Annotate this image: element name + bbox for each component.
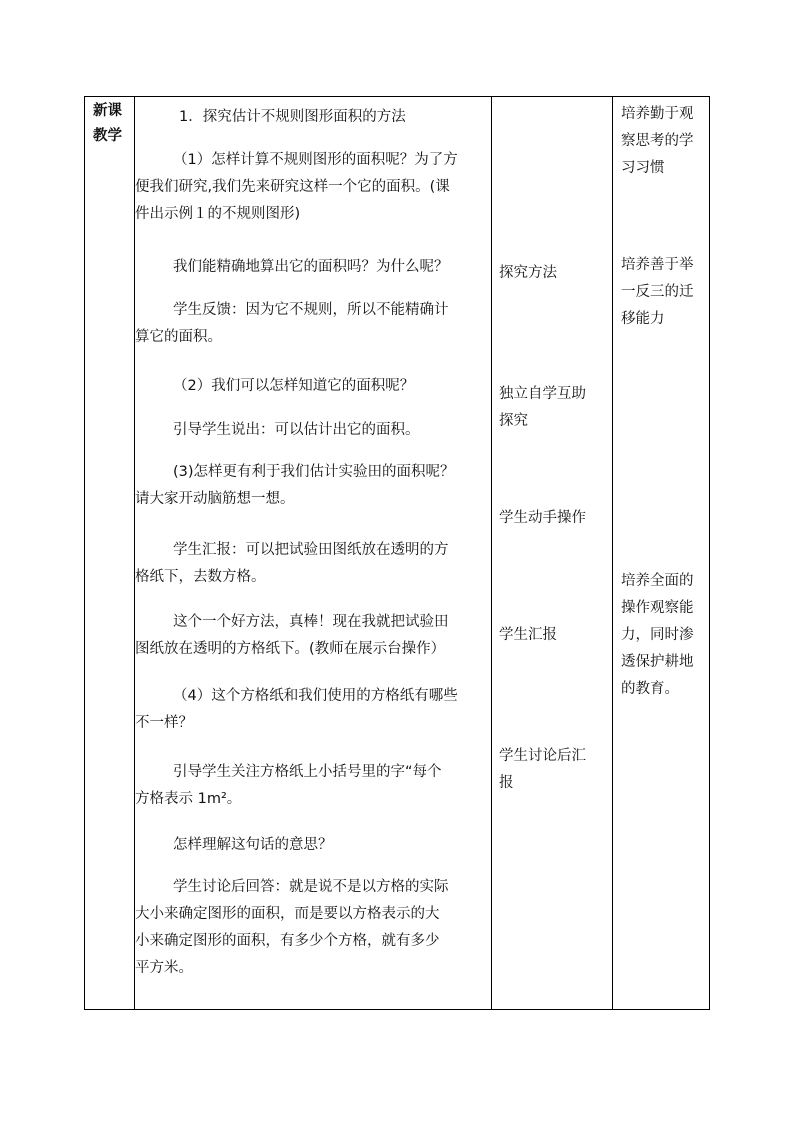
text-line: 学生动手操作 xyxy=(499,510,586,526)
text-line: （1）怎样计算不规则图形的面积呢？为了方 xyxy=(173,152,458,168)
paragraph-8 xyxy=(135,609,491,663)
text-line: 察思考的学 xyxy=(621,133,694,149)
section-heading xyxy=(135,104,491,131)
goal-3 xyxy=(621,568,707,703)
text-line: 请大家开动脑筋想一想。 xyxy=(135,491,295,507)
text-line: 习习惯 xyxy=(621,160,665,176)
activity-4 xyxy=(499,622,609,649)
text-line: 平方米。 xyxy=(135,960,193,976)
text-line: 学生汇报 xyxy=(499,627,557,643)
row-label xyxy=(93,99,135,149)
text-line: 格纸下，去数方格。 xyxy=(135,569,266,585)
text-line: 这个一个好方法，真棒！现在我就把试验田 xyxy=(173,614,449,630)
text-line: 不一样？ xyxy=(135,715,193,731)
text-line: （2）我们可以怎样知道它的面积呢？ xyxy=(173,378,415,394)
text-line: （4）这个方格纸和我们使用的方格纸有哪些 xyxy=(173,688,458,704)
paragraph-11 xyxy=(135,832,491,859)
lesson-plan-table xyxy=(84,96,710,1010)
heading-text: 1．探究估计不规则图形面积的方法 xyxy=(179,109,406,125)
text-line: 力，同时渗 xyxy=(621,627,694,643)
activity-5 xyxy=(499,743,609,797)
text-line: 引导学生说出：可以估计出它的面积。 xyxy=(173,422,420,438)
paragraph-2 xyxy=(135,254,491,281)
text-line: (3)怎样更有利于我们估计实验田的面积呢？ xyxy=(173,464,455,480)
activity-2 xyxy=(499,381,609,435)
goal-1 xyxy=(621,101,707,182)
text-line: 方格表示 1m²。 xyxy=(135,791,242,807)
text-line: 学生反馈：因为它不规则，所以不能精确计 xyxy=(173,302,449,318)
row-label-line: 教学 xyxy=(93,128,122,144)
paragraph-12 xyxy=(135,874,491,982)
text-line: 操作观察能 xyxy=(621,600,694,616)
text-line: 透保护耕地 xyxy=(621,654,694,670)
text-line: 培养勤于观 xyxy=(621,106,694,122)
text-line: 学生讨论后汇 xyxy=(499,748,586,764)
text-line: 我们能精确地算出它的面积吗？为什么呢？ xyxy=(173,259,449,275)
row-label-line: 新课 xyxy=(93,103,122,119)
text-line: 独立自学互助 xyxy=(499,386,586,402)
paragraph-6 xyxy=(135,459,491,513)
paragraph-4 xyxy=(135,373,491,400)
text-line: 培养全面的 xyxy=(621,573,694,589)
paragraph-9 xyxy=(135,683,491,737)
paragraph-5 xyxy=(135,417,491,444)
paragraph-7 xyxy=(135,537,491,591)
paragraph-1 xyxy=(135,147,491,228)
text-line: 一反三的迁 xyxy=(621,284,694,300)
goal-2 xyxy=(621,252,707,333)
column-divider xyxy=(612,97,613,1009)
text-line: 学生讨论后回答：就是说不是以方格的实际 xyxy=(173,879,449,895)
activity-1 xyxy=(499,260,609,287)
text-line: 报 xyxy=(499,775,514,791)
paragraph-10 xyxy=(135,759,491,813)
text-line: 小来确定图形的面积，有多少个方格，就有多少 xyxy=(135,933,440,949)
text-line: 大小来确定图形的面积，而是要以方格表示的大 xyxy=(135,906,440,922)
text-line: 算它的面积。 xyxy=(135,329,222,345)
paragraph-3 xyxy=(135,297,491,351)
column-divider xyxy=(491,97,492,1009)
text-line: 探究 xyxy=(499,413,528,429)
text-line: 图纸放在透明的方格纸下。(教师在展示台操作） xyxy=(135,641,446,657)
text-line: 怎样理解这句话的意思？ xyxy=(173,837,333,853)
text-line: 培养善于举 xyxy=(621,257,694,273)
activity-3 xyxy=(499,505,609,532)
text-line: 探究方法 xyxy=(499,265,557,281)
text-line: 件出示例１的不规则图形) xyxy=(135,206,301,222)
text-line: 学生汇报：可以把试验田图纸放在透明的方 xyxy=(173,542,449,558)
text-line: 的教育。 xyxy=(621,681,679,697)
text-line: 便我们研究,我们先来研究这样一个它的面积。(课 xyxy=(135,179,450,195)
text-line: 移能力 xyxy=(621,311,665,327)
text-line: 引导学生关注方格纸上小括号里的字“每个 xyxy=(173,764,442,780)
